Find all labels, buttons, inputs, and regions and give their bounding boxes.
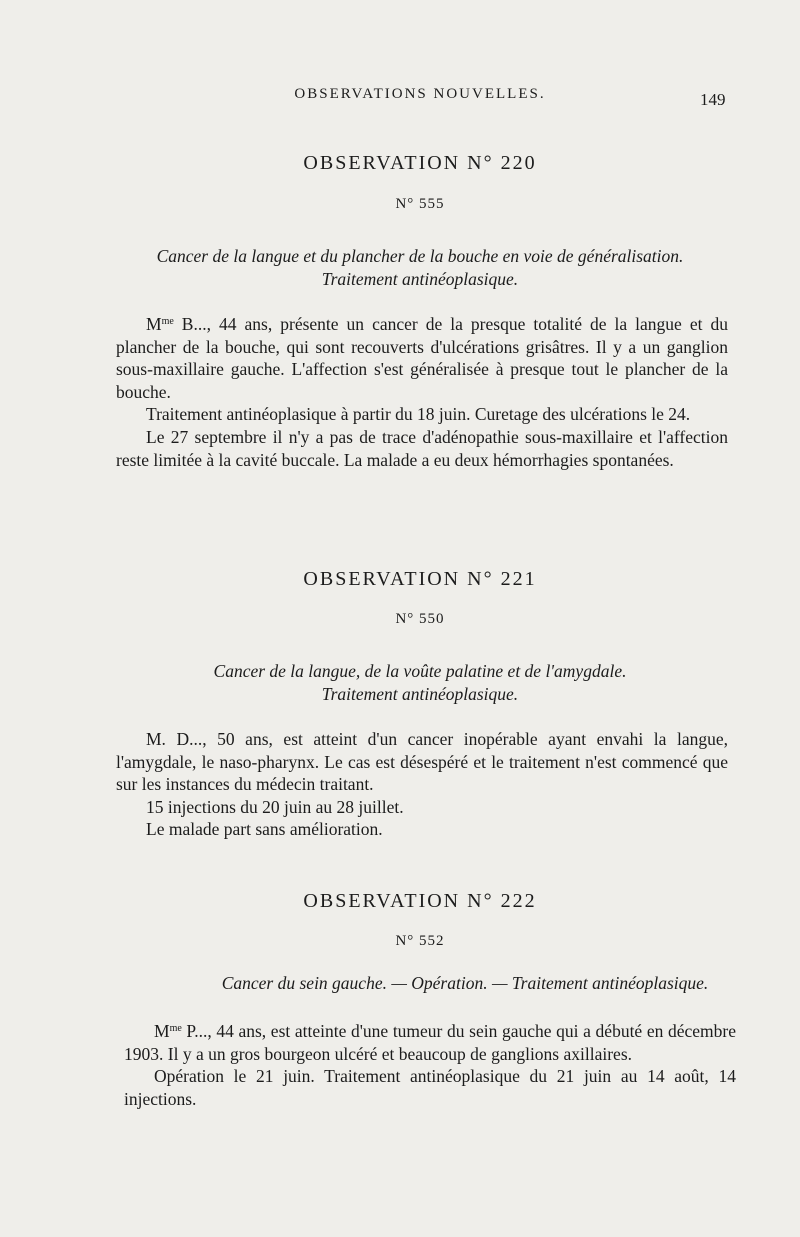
subtitle-line: Traitement antinéoplasique. — [321, 684, 519, 704]
observation-221-number: N° 550 — [395, 611, 445, 627]
observation-220-title: OBSERVATION N° 220 — [303, 152, 537, 174]
paragraph: 15 injections du 20 juin au 28 juillet. — [146, 796, 404, 817]
paragraph-text: B..., 44 ans, présente un cancer de la presque totalité de la langue et du plancher de la bouche, qui sont recouverts d'ulcérations grisâtres. Il y a un ganglion sous-maxillaire gauche. L'affection s'est généralisée à presque tout le plancher de la bouche. — [116, 314, 728, 402]
observation-220-number: N° 555 — [395, 196, 445, 212]
observation-222-subtitle — [150, 972, 780, 995]
patient-title-superscript: me — [161, 316, 174, 327]
observation-222-title: OBSERVATION N° 222 — [303, 890, 537, 912]
observation-220-subtitle — [110, 245, 730, 291]
observation-221-subtitle — [110, 660, 730, 706]
page-number: 149 — [700, 90, 726, 109]
paragraph: Traitement antinéoplasique à partir du 18 juin. Curetage des ulcérations le 24. — [146, 404, 691, 425]
paragraph: Le malade part sans amélioration. — [146, 819, 383, 840]
paragraph — [124, 1018, 736, 1065]
observation-221-title: OBSERVATION N° 221 — [303, 568, 537, 590]
observation-220-body — [116, 311, 728, 471]
patient-title: M — [154, 1021, 170, 1041]
running-head: OBSERVATIONS NOUVELLES. — [294, 86, 546, 102]
subtitle-line: Cancer de la langue et du plancher de la bouche en voie de généralisation. — [156, 246, 684, 266]
paragraph-text: D..., 50 ans, est atteint d'un cancer inopérable ayant envahi la langue, l'amygdale, le naso-pharynx. Le cas est désespéré et le traitement n'est commencé que sur les instances du médecin traitant. — [116, 729, 728, 795]
patient-title: M. — [146, 729, 166, 749]
patient-title-superscript: me — [169, 1023, 182, 1034]
paragraph — [116, 726, 728, 796]
paragraph — [116, 311, 728, 403]
subtitle-line: Traitement antinéoplasique. — [321, 269, 519, 289]
subtitle-line: Cancer de la langue, de la voûte palatine et de l'amygdale. — [213, 661, 627, 681]
paragraph-text: P..., 44 ans, est atteinte d'une tumeur du sein gauche qui a débuté en décembre 1903. Il y a un gros bourgeon ulcéré et beaucoup de ganglions axillaires. — [124, 1021, 736, 1064]
paragraph: Le 27 septembre il n'y a pas de trace d'adénopathie sous-maxillaire et l'affection reste limitée à la cavité buccale. La malade a eu deux hémorrhagies spontanées. — [116, 426, 728, 470]
observation-222-number: N° 552 — [395, 933, 445, 949]
observation-222-body — [124, 1018, 736, 1110]
observation-221-body — [116, 726, 728, 841]
paragraph: Opération le 21 juin. Traitement antinéoplasique du 21 juin au 14 août, 14 injections. — [124, 1066, 736, 1109]
subtitle-line: Cancer du sein gauche. — Opération. — Traitement antinéoplasique. — [221, 973, 709, 993]
patient-title: M — [146, 314, 162, 334]
